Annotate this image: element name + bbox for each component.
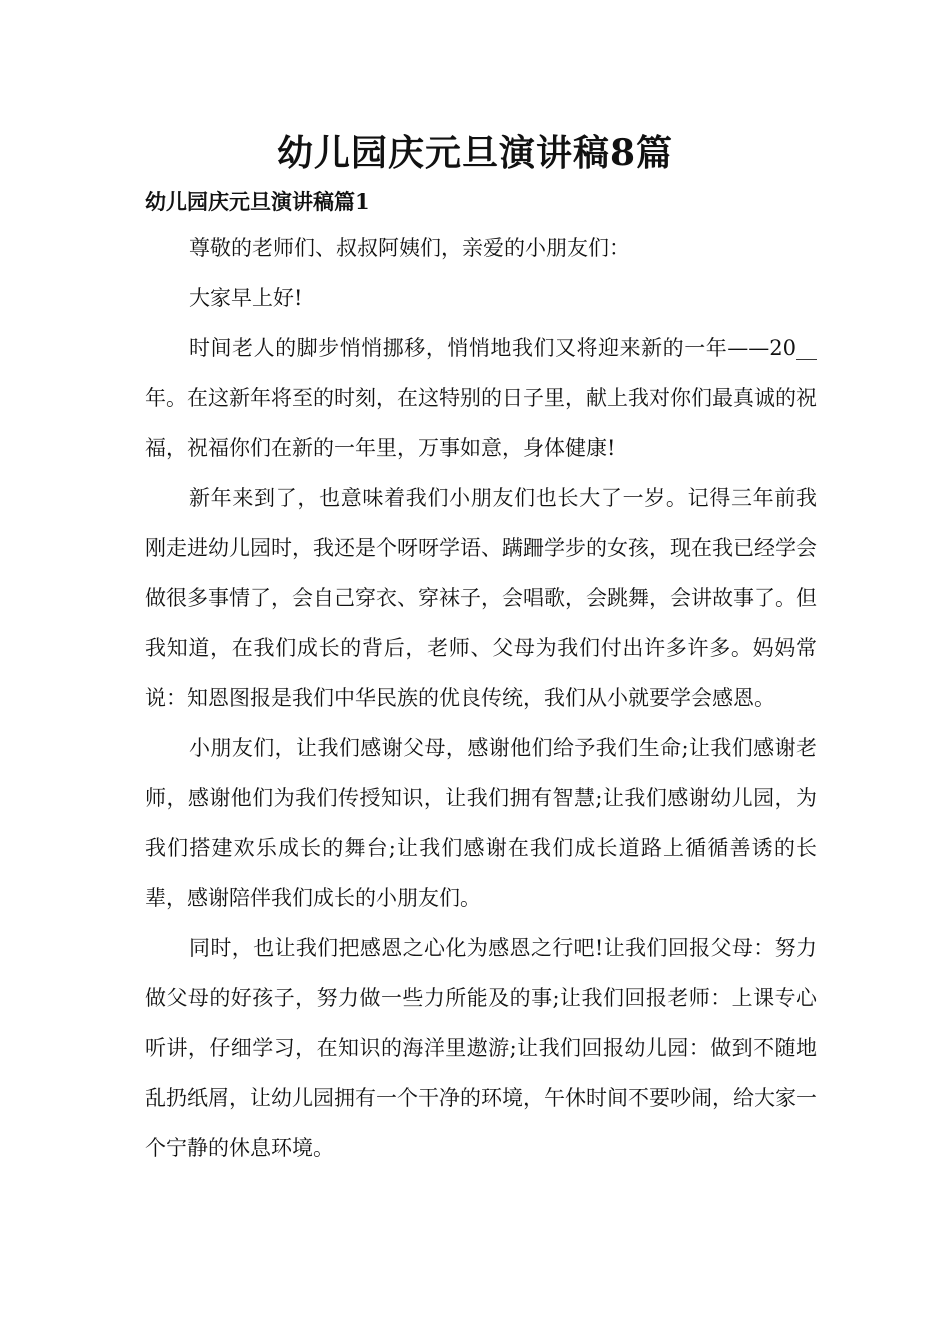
document-body — [145, 223, 817, 1173]
paragraph-new-year: 时间老人的脚步悄悄挪移，悄悄地我们又将迎来新的一年——20__年。在这新年将至的时刻，在这特别的日子里，献上我对你们最真诚的祝福，祝福你们在新的一年里，万事如意，身体健康! — [145, 336, 817, 460]
section-title: 幼儿园庆元旦演讲稿篇1 — [145, 189, 370, 214]
paragraph-growing-up: 新年来到了，也意味着我们小朋友们也长大了一岁。记得三年前我刚走进幼儿园时，我还是个呀呀学语、蹒跚学步的女孩，现在我已经学会做很多事情了，会自己穿衣、穿袜子，会唱歌，会跳舞，会讲故事了。但我知道，在我们成长的背后，老师、父母为我们付出许多许多。妈妈常说：知恩图报是我们中华民族的优良传统，我们从小就要学会感恩。 — [145, 486, 817, 710]
paragraph-good-morning: 大家早上好! — [189, 286, 303, 310]
document-title: 幼儿园庆元旦演讲稿8篇 — [276, 132, 674, 174]
paragraph-gratitude-actions: 同时，也让我们把感恩之心化为感恩之行吧!让我们回报父母：努力做父母的好孩子，努力做一些力所能及的事;让我们回报老师：上课专心听讲，仔细学习，在知识的海洋里遨游;让我们回报幼儿园：做到不随地乱扔纸屑，让幼儿园拥有一个干净的环境，午休时间不要吵闹，给大家一个宁静的休息环境。 — [145, 936, 817, 1160]
paragraph-thanks: 小朋友们，让我们感谢父母，感谢他们给予我们生命;让我们感谢老师，感谢他们为我们传授知识，让我们拥有智慧;让我们感谢幼儿园，为我们搭建欢乐成长的舞台;让我们感谢在我们成长道路上循循善诱的长辈，感谢陪伴我们成长的小朋友们。 — [145, 736, 817, 910]
paragraph-greeting: 尊敬的老师们、叔叔阿姨们，亲爱的小朋友们： — [189, 236, 630, 260]
